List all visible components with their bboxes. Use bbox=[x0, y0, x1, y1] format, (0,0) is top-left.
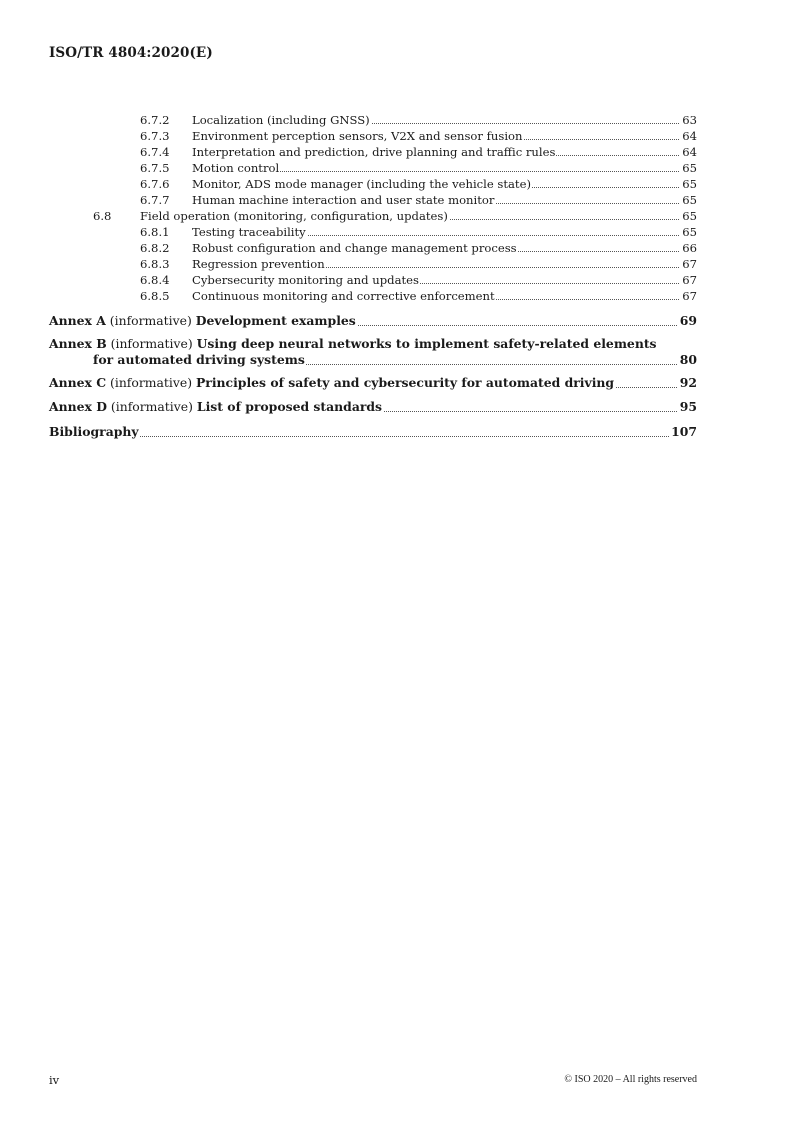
toc-entry-number: 6.8.4 bbox=[140, 273, 170, 287]
toc-entry-page: 67 bbox=[682, 289, 697, 303]
toc-entry-page: 65 bbox=[682, 209, 697, 223]
toc-entry-page: 95 bbox=[679, 399, 697, 414]
annex-kind: (informative) bbox=[110, 336, 193, 351]
annex-heading: Using deep neural networks to implement safety-related elements bbox=[196, 336, 657, 351]
toc-entry-page: 69 bbox=[679, 313, 697, 328]
toc-entry-number: 6.8.3 bbox=[140, 257, 170, 271]
toc-entry-6-7-3[interactable] bbox=[0, 129, 793, 143]
toc-entry-title: Robust configuration and change management process bbox=[192, 241, 517, 255]
toc-entry-number: 6.8.1 bbox=[140, 225, 170, 239]
toc-entry-page: 65 bbox=[682, 177, 697, 191]
toc-entry-number: 6.7.5 bbox=[140, 161, 170, 175]
dot-leader bbox=[52, 436, 697, 437]
annex-label: Annex C bbox=[49, 375, 107, 390]
page-number: iv bbox=[49, 1073, 60, 1087]
annex-label: Annex B bbox=[49, 336, 107, 351]
toc-entry-page: 80 bbox=[679, 352, 697, 367]
toc-entry-6-7-7[interactable] bbox=[0, 193, 793, 207]
toc-entry-page: 107 bbox=[671, 424, 697, 439]
toc-entry-number: 6.7.2 bbox=[140, 113, 170, 127]
annex-label: Annex D bbox=[49, 399, 107, 414]
toc-entry-number: 6.8.2 bbox=[140, 241, 170, 255]
toc-entry-page: 65 bbox=[682, 225, 697, 239]
toc-bibliography-title: Bibliography bbox=[49, 424, 139, 439]
toc-annex-c[interactable] bbox=[0, 375, 793, 391]
annex-kind: (informative) bbox=[109, 313, 192, 328]
toc-entry-title: Regression prevention bbox=[192, 257, 325, 271]
toc-entry-title: Continuous monitoring and corrective enforcement bbox=[192, 289, 495, 303]
toc-entry-6-8-5[interactable] bbox=[0, 289, 793, 303]
toc-entry-page: 92 bbox=[679, 375, 697, 390]
toc-entry-page: 66 bbox=[682, 241, 697, 255]
toc-entry-6-8-2[interactable] bbox=[0, 241, 793, 255]
annex-heading: Principles of safety and cybersecurity for automated driving bbox=[195, 375, 615, 390]
annex-label: Annex A bbox=[49, 313, 106, 328]
toc-entry-page: 67 bbox=[682, 273, 697, 287]
toc-entry-6-8[interactable] bbox=[0, 209, 793, 223]
toc-entry-page: 65 bbox=[682, 161, 697, 175]
document-id: ISO/TR 4804:2020(E) bbox=[49, 45, 213, 61]
annex-heading: Development examples bbox=[195, 313, 356, 328]
toc-annex-title bbox=[49, 336, 658, 352]
toc-entry-number: 6.7.7 bbox=[140, 193, 170, 207]
toc-entry-6-7-5[interactable] bbox=[0, 161, 793, 175]
toc-entry-number: 6.8 bbox=[93, 209, 112, 223]
toc-entry-6-8-1[interactable] bbox=[0, 225, 793, 239]
toc-annex-title bbox=[49, 399, 383, 415]
toc-entry-6-7-2[interactable] bbox=[0, 113, 793, 127]
toc-entry-title: Monitor, ADS mode manager (including the vehicle state) bbox=[192, 177, 531, 191]
toc-entry-number: 6.7.4 bbox=[140, 145, 170, 159]
toc-entry-page: 63 bbox=[682, 113, 697, 127]
toc-entry-page: 64 bbox=[682, 145, 697, 159]
toc-bibliography[interactable] bbox=[0, 424, 793, 440]
toc-entry-number: 6.8.5 bbox=[140, 289, 170, 303]
toc-entry-6-7-6[interactable] bbox=[0, 177, 793, 191]
toc-annex-d[interactable] bbox=[0, 399, 793, 415]
toc-entry-page: 67 bbox=[682, 257, 697, 271]
toc-entry-number: 6.7.6 bbox=[140, 177, 170, 191]
toc-entry-6-8-4[interactable] bbox=[0, 273, 793, 287]
toc-annex-a[interactable] bbox=[0, 313, 793, 329]
toc-entry-6-7-4[interactable] bbox=[0, 145, 793, 159]
toc-entry-title: Cybersecurity monitoring and updates bbox=[192, 273, 419, 287]
toc-entry-title: Environment perception sensors, V2X and sensor fusion bbox=[192, 129, 523, 143]
toc-entry-title: Localization (including GNSS) bbox=[192, 113, 370, 127]
annex-kind: (informative) bbox=[110, 375, 193, 390]
annex-heading: List of proposed standards bbox=[196, 399, 383, 414]
copyright-notice: © ISO 2020 – All rights reserved bbox=[564, 1074, 697, 1085]
toc-annex-title-continued: for automated driving systems bbox=[93, 352, 305, 367]
toc-annex-title bbox=[49, 375, 615, 391]
toc-entry-title: Testing traceability bbox=[192, 225, 306, 239]
toc-entry-title: Motion control bbox=[192, 161, 280, 175]
toc-entry-title: Interpretation and prediction, drive planning and traffic rules bbox=[192, 145, 556, 159]
annex-kind: (informative) bbox=[110, 399, 193, 414]
toc-entry-6-8-3[interactable] bbox=[0, 257, 793, 271]
toc-entry-page: 65 bbox=[682, 193, 697, 207]
toc-entry-title: Human machine interaction and user state monitor bbox=[192, 193, 495, 207]
toc-annex-b[interactable] bbox=[0, 336, 793, 368]
toc-entry-title: Field operation (monitoring, configuration, updates) bbox=[140, 209, 448, 223]
toc-annex-title bbox=[49, 313, 357, 329]
toc-entry-number: 6.7.3 bbox=[140, 129, 170, 143]
toc-entry-page: 64 bbox=[682, 129, 697, 143]
